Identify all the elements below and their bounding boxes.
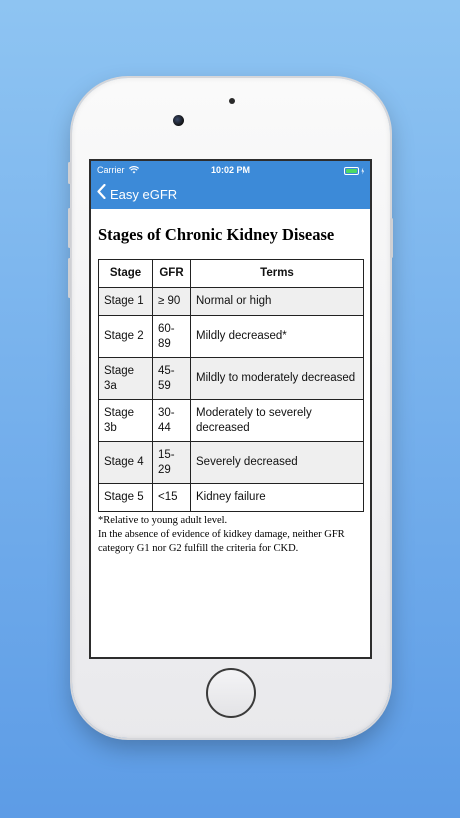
back-button[interactable] (91, 184, 177, 204)
table-row (99, 442, 364, 484)
cell-stage: Stage 3b (99, 400, 153, 442)
table-row (99, 484, 364, 512)
cell-gfr: <15 (153, 484, 191, 512)
cell-stage: Stage 3a (99, 358, 153, 400)
carrier-label: Carrier (97, 165, 125, 175)
cell-term: Mildly to moderately decreased (191, 358, 364, 400)
status-bar (91, 161, 370, 179)
cell-gfr: 15-29 (153, 442, 191, 484)
status-time: 10:02 PM (210, 165, 251, 175)
ckd-stages-table (98, 259, 364, 512)
table-row (99, 400, 364, 442)
chevron-left-icon (97, 184, 106, 204)
footnote-line-1: *Relative to young adult level. (98, 515, 228, 526)
silent-switch (68, 162, 71, 184)
volume-down-button (68, 258, 71, 298)
phone-frame (72, 78, 390, 738)
back-button-label: Easy eGFR (110, 186, 178, 202)
table-row (99, 316, 364, 358)
table-header-row (99, 260, 364, 288)
cell-gfr: 30-44 (153, 400, 191, 442)
home-button[interactable] (206, 668, 256, 718)
battery-icon (344, 166, 364, 175)
cell-term: Severely decreased (191, 442, 364, 484)
cell-stage: Stage 4 (99, 442, 153, 484)
cell-term: Moderately to severely decreased (191, 400, 364, 442)
table-footnote (98, 514, 364, 556)
navigation-bar (91, 179, 370, 209)
screen (89, 159, 372, 659)
page-title: Stages of Chronic Kidney Disease (98, 225, 335, 244)
cell-term: Kidney failure (191, 484, 364, 512)
cell-term: Mildly decreased* (191, 316, 364, 358)
volume-up-button (68, 208, 71, 248)
cell-stage: Stage 2 (99, 316, 153, 358)
header-gfr: GFR (153, 260, 191, 288)
footnote-line-2: In the absence of evidence of kidkey damage, neither GFR category G1 nor G2 fulfill the criteria for CKD. (98, 529, 345, 554)
front-camera (173, 115, 184, 126)
cell-term: Normal or high (191, 288, 364, 316)
speaker (229, 98, 235, 104)
power-button (390, 218, 393, 258)
cell-gfr: 60-89 (153, 316, 191, 358)
content-area (91, 209, 370, 659)
table-row (99, 358, 364, 400)
cell-stage: Stage 1 (99, 288, 153, 316)
cell-stage: Stage 5 (99, 484, 153, 512)
table-row (99, 288, 364, 316)
header-stage: Stage (99, 260, 153, 288)
header-terms: Terms (191, 260, 364, 288)
cell-gfr: 45-59 (153, 358, 191, 400)
cell-gfr: ≥ 90 (153, 288, 191, 316)
